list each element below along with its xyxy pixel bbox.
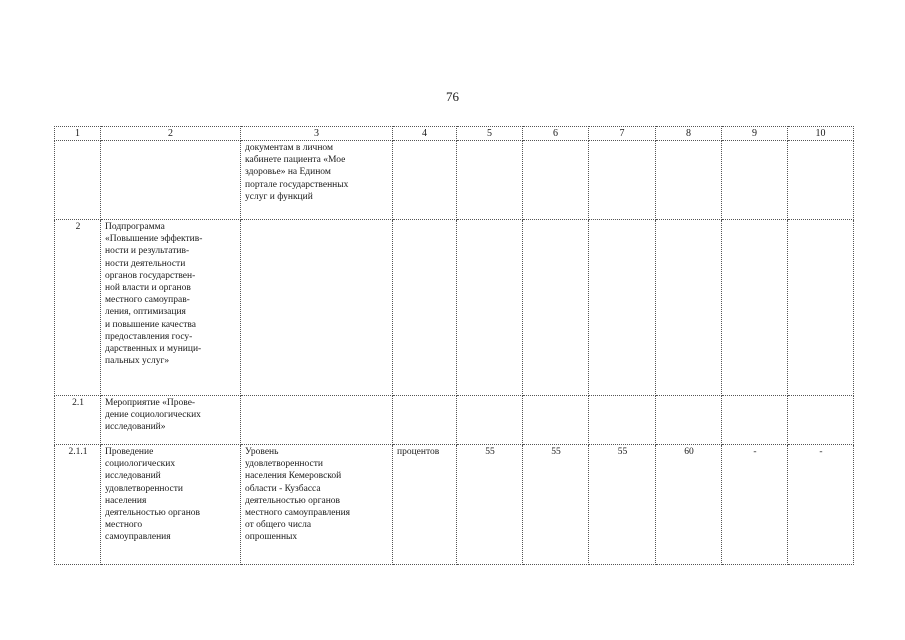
cell-line: социологических (105, 459, 176, 470)
cell-line: деятельностью органов (105, 508, 201, 519)
cell-line: местного самоуправления (245, 508, 351, 519)
cell-line: органов государствен- (105, 270, 196, 281)
table-cell-4: процентов (393, 445, 457, 565)
cell-line: дение социологических (105, 410, 201, 421)
cell-line: области - Кузбасса (245, 483, 321, 494)
table-cell-9 (722, 396, 788, 445)
table-cell-3 (241, 445, 393, 565)
table-row (55, 141, 854, 220)
cell-line: Мероприятие «Прове- (105, 398, 196, 408)
header-cell: 2 (101, 127, 241, 141)
cell-line: исследований» (105, 422, 166, 433)
table-row (55, 445, 854, 565)
cell-line: населения Кемеровской (245, 471, 342, 482)
cell-line: дарственных и муници- (105, 344, 202, 355)
table-cell-10: - (788, 445, 854, 565)
table-cell-1: 2.1 (55, 396, 101, 445)
table-cell-8 (656, 141, 722, 220)
table-cell-10 (788, 141, 854, 220)
cell-line: и повышение качества (105, 319, 196, 330)
table-cell-3 (241, 141, 393, 220)
table-cell-3 (241, 220, 393, 396)
table-cell-1: 2 (55, 220, 101, 396)
header-cell: 7 (589, 127, 656, 141)
table-cell-7 (589, 141, 656, 220)
table-cell-1: 2.1.1 (55, 445, 101, 565)
cell-line: кабинете пациента «Мое (245, 155, 346, 166)
table-cell-8: 60 (656, 445, 722, 565)
cell-line: деятельностью органов (245, 495, 341, 506)
header-cell: 5 (457, 127, 523, 141)
header-cell: 10 (788, 127, 854, 141)
cell-line: предоставления госу- (105, 331, 193, 342)
table-cell-1 (55, 141, 101, 220)
indicators-table (54, 126, 854, 565)
cell-line: ности деятельности (105, 258, 186, 269)
cell-line: портале государственных (245, 179, 349, 190)
table-cell-10 (788, 220, 854, 396)
cell-line: пальных услуг» (105, 356, 170, 367)
page-number: 76 (446, 89, 459, 104)
cell-line: удовлетворенности (245, 459, 323, 470)
table-cell-5 (457, 141, 523, 220)
table-cell-7: 55 (589, 445, 656, 565)
table-cell-5 (457, 396, 523, 445)
table-cell-6 (523, 220, 589, 396)
cell-line: документам в личном (245, 143, 334, 153)
table-cell-2 (101, 220, 241, 396)
table-row (55, 220, 854, 396)
cell-line: исследований (105, 471, 161, 482)
cell-line: от общего числа (245, 520, 312, 531)
table-cell-2 (101, 396, 241, 445)
cell-line: местного самоуправ- (105, 295, 190, 306)
table-cell-6 (523, 141, 589, 220)
header-cell: 3 (241, 127, 393, 141)
cell-line: самоуправления (105, 532, 171, 543)
cell-line: Подпрограмма (105, 222, 165, 232)
table-row (55, 396, 854, 445)
cell-line: населения (105, 495, 147, 506)
header-cell: 4 (393, 127, 457, 141)
table-cell-6: 55 (523, 445, 589, 565)
cell-line: ления, оптимизация (105, 307, 186, 318)
cell-line: здоровье» на Едином (245, 167, 331, 178)
table-cell-7 (589, 220, 656, 396)
table-header-row (55, 127, 854, 141)
cell-line: местного (105, 520, 143, 531)
header-cell: 1 (55, 127, 101, 141)
cell-line: Уровень (245, 447, 279, 457)
table-cell-8 (656, 396, 722, 445)
cell-line: ности и результатив- (105, 246, 190, 257)
table-cell-9 (722, 141, 788, 220)
table-cell-8 (656, 220, 722, 396)
cell-line: «Повышение эффектив- (105, 234, 203, 245)
cell-line: Проведение (105, 447, 154, 457)
table-cell-7 (589, 396, 656, 445)
table-cell-9 (722, 220, 788, 396)
header-cell: 6 (523, 127, 589, 141)
table-cell-9: - (722, 445, 788, 565)
table-cell-5: 55 (457, 445, 523, 565)
table-cell-5 (457, 220, 523, 396)
table-cell-4 (393, 396, 457, 445)
table-cell-4 (393, 141, 457, 220)
table-cell-6 (523, 396, 589, 445)
table-cell-10 (788, 396, 854, 445)
cell-line: опрошенных (245, 532, 298, 543)
header-cell: 8 (656, 127, 722, 141)
table-cell-4 (393, 220, 457, 396)
header-cell: 9 (722, 127, 788, 141)
cell-line: ной власти и органов (105, 283, 191, 294)
cell-line: удовлетворенности (105, 483, 183, 494)
table-cell-2 (101, 141, 241, 220)
table-cell-2 (101, 445, 241, 565)
cell-line: услуг и функций (245, 191, 313, 202)
table-cell-3 (241, 396, 393, 445)
